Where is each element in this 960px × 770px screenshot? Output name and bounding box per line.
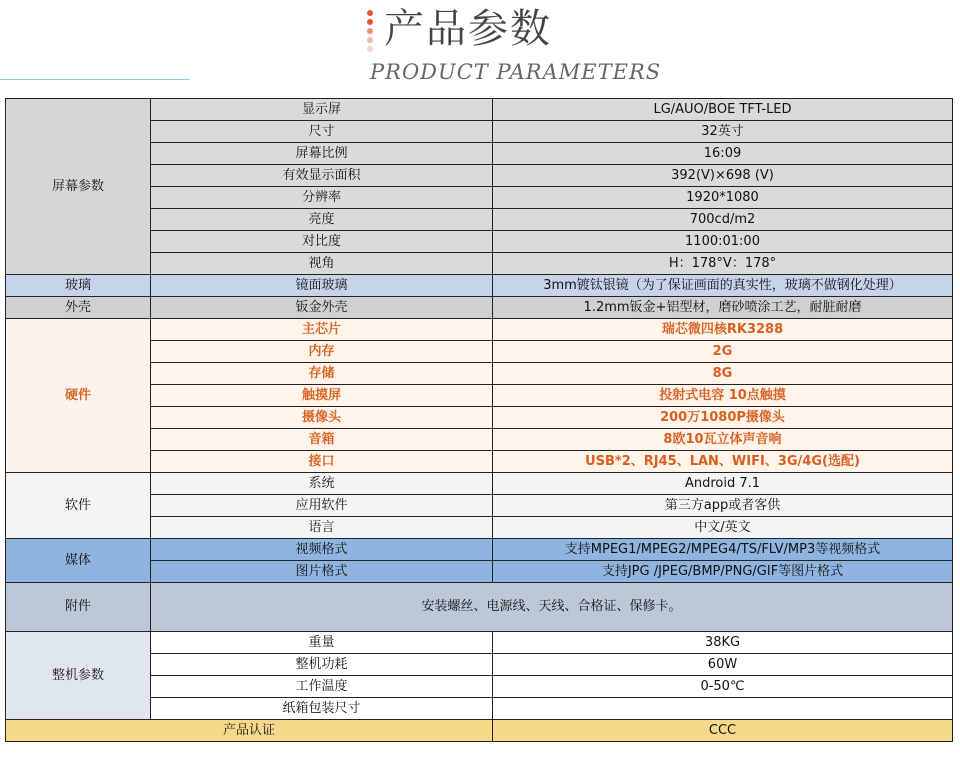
param-label: 音箱 bbox=[151, 429, 493, 451]
page-title: 产品参数 bbox=[384, 6, 552, 52]
category-software: 软件 bbox=[6, 473, 151, 539]
param-label: 工作温度 bbox=[151, 676, 493, 698]
param-value: 中文/英文 bbox=[493, 517, 953, 539]
param-label: 纸箱包装尺寸 bbox=[151, 698, 493, 720]
title-accent-dots-icon bbox=[366, 10, 374, 58]
category-media: 媒体 bbox=[6, 539, 151, 583]
param-value: 支持MPEG1/MPEG2/MPEG4/TS/FLV/MP3等视频格式 bbox=[493, 539, 953, 561]
param-label: 钣金外壳 bbox=[151, 297, 493, 319]
param-label: 亮度 bbox=[151, 209, 493, 231]
param-value: 安装螺丝、电源线、天线、合格证、保修卡。 bbox=[151, 583, 953, 632]
param-label: 系统 bbox=[151, 473, 493, 495]
param-value: 8G bbox=[493, 363, 953, 385]
category-screen: 屏幕参数 bbox=[6, 99, 151, 275]
category-shell: 外壳 bbox=[6, 297, 151, 319]
param-value: 支持JPG /JPEG/BMP/PNG/GIF等图片格式 bbox=[493, 561, 953, 583]
table-row bbox=[6, 632, 953, 654]
category-glass: 玻璃 bbox=[6, 275, 151, 297]
param-label: 应用软件 bbox=[151, 495, 493, 517]
param-value: 瑞芯微四核RK3288 bbox=[493, 319, 953, 341]
param-value: 392(V)×698 (V) bbox=[493, 165, 953, 187]
param-value: 38KG bbox=[493, 632, 953, 654]
param-value: 第三方app或者客供 bbox=[493, 495, 953, 517]
param-label: 触摸屏 bbox=[151, 385, 493, 407]
table-row bbox=[6, 583, 953, 632]
param-value: USB*2、RJ45、LAN、WIFI、3G/4G(选配) bbox=[493, 451, 953, 473]
table-row bbox=[6, 720, 953, 742]
param-label: 整机功耗 bbox=[151, 654, 493, 676]
param-value: LG/AUO/BOE TFT-LED bbox=[493, 99, 953, 121]
param-label: 尺寸 bbox=[151, 121, 493, 143]
param-label: 分辨率 bbox=[151, 187, 493, 209]
category-whole-machine: 整机参数 bbox=[6, 632, 151, 720]
page-subtitle: PRODUCT PARAMETERS bbox=[370, 60, 662, 84]
param-value: 1920*1080 bbox=[493, 187, 953, 209]
param-label: 存储 bbox=[151, 363, 493, 385]
param-label: 镜面玻璃 bbox=[151, 275, 493, 297]
table-row bbox=[6, 275, 953, 297]
param-value: 60W bbox=[493, 654, 953, 676]
param-label: 视频格式 bbox=[151, 539, 493, 561]
param-label: 屏幕比例 bbox=[151, 143, 493, 165]
param-value: 200万1080P摄像头 bbox=[493, 407, 953, 429]
param-label: 产品认证 bbox=[6, 720, 493, 742]
param-value: 8欧10瓦立体声音响 bbox=[493, 429, 953, 451]
param-label: 重量 bbox=[151, 632, 493, 654]
table-row bbox=[6, 473, 953, 495]
param-value: 16:09 bbox=[493, 143, 953, 165]
param-value: 3mm镀钛银镜（为了保证画面的真实性，玻璃不做钢化处理） bbox=[493, 275, 953, 297]
param-label: 主芯片 bbox=[151, 319, 493, 341]
param-value: H：178°V：178° bbox=[493, 253, 953, 275]
page-header bbox=[0, 0, 960, 95]
param-label: 有效显示面积 bbox=[151, 165, 493, 187]
category-accessories: 附件 bbox=[6, 583, 151, 632]
param-label: 对比度 bbox=[151, 231, 493, 253]
parameters-table bbox=[5, 98, 953, 742]
param-value: 0-50℃ bbox=[493, 676, 953, 698]
table-row bbox=[6, 539, 953, 561]
category-hardware: 硬件 bbox=[6, 319, 151, 473]
param-label: 图片格式 bbox=[151, 561, 493, 583]
param-label: 接口 bbox=[151, 451, 493, 473]
header-divider bbox=[0, 79, 190, 80]
param-value bbox=[493, 698, 953, 720]
table-row bbox=[6, 99, 953, 121]
param-value: 2G bbox=[493, 341, 953, 363]
param-label: 语言 bbox=[151, 517, 493, 539]
param-label: 摄像头 bbox=[151, 407, 493, 429]
param-label: 视角 bbox=[151, 253, 493, 275]
table-row bbox=[6, 319, 953, 341]
param-label: 显示屏 bbox=[151, 99, 493, 121]
param-value: Android 7.1 bbox=[493, 473, 953, 495]
param-label: 内存 bbox=[151, 341, 493, 363]
param-value: 1100:01:00 bbox=[493, 231, 953, 253]
param-value: 32英寸 bbox=[493, 121, 953, 143]
param-value: 投射式电容 10点触摸 bbox=[493, 385, 953, 407]
param-value: CCC bbox=[493, 720, 953, 742]
table-row bbox=[6, 297, 953, 319]
param-value: 700cd/m2 bbox=[493, 209, 953, 231]
param-value: 1.2mm钣金+铝型材，磨砂喷涂工艺，耐脏耐磨 bbox=[493, 297, 953, 319]
